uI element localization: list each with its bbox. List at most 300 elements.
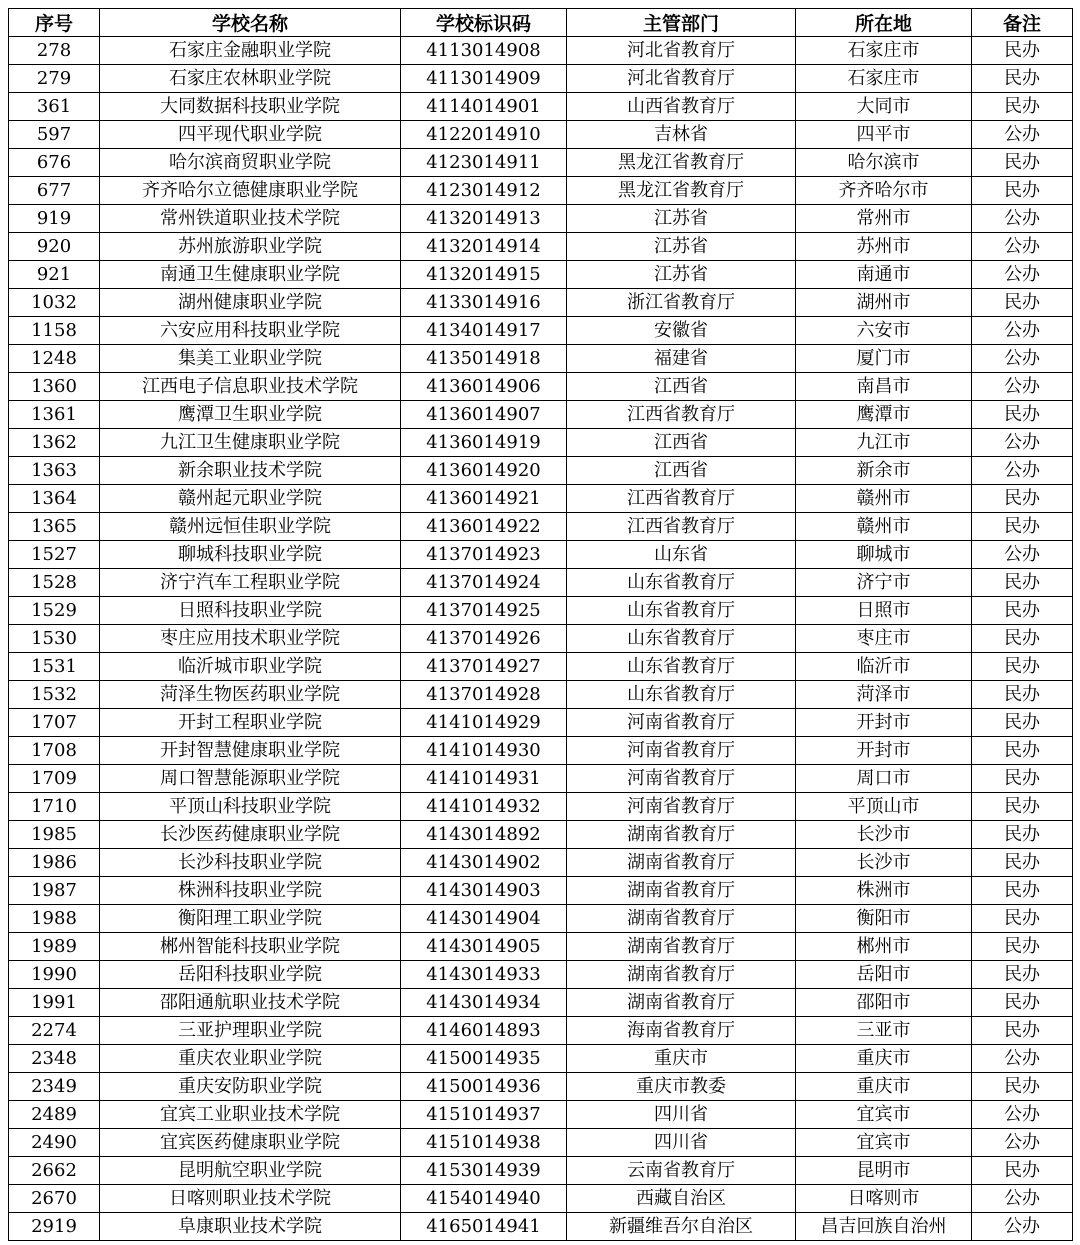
table-row [9,1185,1073,1213]
cell-location: 株洲市 [796,877,972,905]
cell-school-name: 石家庄农林职业学院 [100,65,401,93]
table-row [9,65,1073,93]
header-school-code: 学校标识码 [401,9,567,37]
cell-location: 齐齐哈尔市 [796,177,972,205]
table-row [9,1073,1073,1101]
cell-remark: 民办 [972,709,1073,737]
cell-serial-number: 1158 [9,317,100,345]
cell-remark: 公办 [972,1213,1073,1241]
cell-serial-number: 361 [9,93,100,121]
cell-school-name: 枣庄应用技术职业学院 [100,625,401,653]
cell-department: 江苏省 [567,205,796,233]
cell-remark: 民办 [972,737,1073,765]
cell-school-name: 邵阳通航职业技术学院 [100,989,401,1017]
cell-school-name: 常州铁道职业技术学院 [100,205,401,233]
cell-department: 福建省 [567,345,796,373]
cell-serial-number: 2349 [9,1073,100,1101]
cell-location: 宜宾市 [796,1101,972,1129]
cell-department: 河南省教育厅 [567,765,796,793]
cell-location: 赣州市 [796,485,972,513]
cell-location: 岳阳市 [796,961,972,989]
cell-serial-number: 1361 [9,401,100,429]
cell-location: 常州市 [796,205,972,233]
cell-school-code: 4143014903 [401,877,567,905]
cell-location: 邵阳市 [796,989,972,1017]
cell-serial-number: 1991 [9,989,100,1017]
cell-serial-number: 1532 [9,681,100,709]
cell-school-code: 4153014939 [401,1157,567,1185]
cell-school-code: 4114014901 [401,93,567,121]
cell-school-code: 4141014930 [401,737,567,765]
table-row [9,1213,1073,1241]
table-row [9,37,1073,65]
cell-department: 安徽省 [567,317,796,345]
table-row [9,905,1073,933]
cell-school-name: 周口智慧能源职业学院 [100,765,401,793]
table-row [9,821,1073,849]
cell-school-name: 重庆安防职业学院 [100,1073,401,1101]
cell-location: 昌吉回族自治州 [796,1213,972,1241]
cell-school-name: 哈尔滨商贸职业学院 [100,149,401,177]
table-row [9,877,1073,905]
cell-school-name: 齐齐哈尔立德健康职业学院 [100,177,401,205]
cell-school-name: 开封工程职业学院 [100,709,401,737]
cell-location: 枣庄市 [796,625,972,653]
table-row [9,373,1073,401]
table-row [9,961,1073,989]
cell-school-code: 4132014914 [401,233,567,261]
cell-school-code: 4136014921 [401,485,567,513]
cell-department: 湖南省教育厅 [567,933,796,961]
cell-department: 四川省 [567,1129,796,1157]
cell-location: 四平市 [796,121,972,149]
cell-department: 山东省教育厅 [567,625,796,653]
cell-school-name: 临沂城市职业学院 [100,653,401,681]
cell-department: 西藏自治区 [567,1185,796,1213]
table-row [9,317,1073,345]
cell-remark: 民办 [972,989,1073,1017]
table-row [9,289,1073,317]
cell-location: 大同市 [796,93,972,121]
cell-school-code: 4146014893 [401,1017,567,1045]
cell-department: 湖南省教育厅 [567,905,796,933]
cell-school-code: 4165014941 [401,1213,567,1241]
table-row [9,793,1073,821]
cell-school-code: 4143014904 [401,905,567,933]
cell-serial-number: 2274 [9,1017,100,1045]
cell-location: 重庆市 [796,1073,972,1101]
cell-remark: 民办 [972,793,1073,821]
cell-school-code: 4137014924 [401,569,567,597]
cell-serial-number: 1527 [9,541,100,569]
cell-department: 重庆市教委 [567,1073,796,1101]
cell-remark: 民办 [972,625,1073,653]
cell-location: 周口市 [796,765,972,793]
table-row [9,737,1073,765]
cell-serial-number: 677 [9,177,100,205]
cell-department: 黑龙江省教育厅 [567,149,796,177]
table-row [9,541,1073,569]
cell-department: 新疆维吾尔自治区 [567,1213,796,1241]
cell-location: 平顶山市 [796,793,972,821]
cell-location: 湖州市 [796,289,972,317]
cell-school-code: 4136014906 [401,373,567,401]
cell-school-name: 昆明航空职业学院 [100,1157,401,1185]
cell-remark: 民办 [972,821,1073,849]
cell-remark: 公办 [972,541,1073,569]
cell-serial-number: 1985 [9,821,100,849]
cell-school-name: 鹰潭卫生职业学院 [100,401,401,429]
cell-school-name: 重庆农业职业学院 [100,1045,401,1073]
cell-department: 山东省 [567,541,796,569]
table-header [9,9,1073,37]
cell-serial-number: 1528 [9,569,100,597]
header-location: 所在地 [796,9,972,37]
cell-serial-number: 920 [9,233,100,261]
cell-school-code: 4136014907 [401,401,567,429]
cell-location: 哈尔滨市 [796,149,972,177]
cell-serial-number: 279 [9,65,100,93]
cell-remark: 公办 [972,205,1073,233]
cell-department: 湖南省教育厅 [567,877,796,905]
cell-serial-number: 1032 [9,289,100,317]
cell-school-code: 4113014909 [401,65,567,93]
cell-department: 山东省教育厅 [567,569,796,597]
cell-school-name: 石家庄金融职业学院 [100,37,401,65]
cell-school-code: 4141014929 [401,709,567,737]
cell-serial-number: 1986 [9,849,100,877]
cell-school-code: 4137014928 [401,681,567,709]
cell-school-name: 四平现代职业学院 [100,121,401,149]
cell-serial-number: 2662 [9,1157,100,1185]
cell-school-code: 4150014935 [401,1045,567,1073]
cell-serial-number: 1364 [9,485,100,513]
cell-school-code: 4132014915 [401,261,567,289]
table-row [9,681,1073,709]
cell-remark: 公办 [972,457,1073,485]
cell-school-name: 新余职业技术学院 [100,457,401,485]
cell-serial-number: 1530 [9,625,100,653]
cell-location: 六安市 [796,317,972,345]
cell-school-name: 大同数据科技职业学院 [100,93,401,121]
cell-school-name: 开封智慧健康职业学院 [100,737,401,765]
cell-school-code: 4143014934 [401,989,567,1017]
cell-department: 黑龙江省教育厅 [567,177,796,205]
table-row [9,765,1073,793]
cell-remark: 民办 [972,1017,1073,1045]
cell-location: 三亚市 [796,1017,972,1045]
cell-school-name: 集美工业职业学院 [100,345,401,373]
cell-serial-number: 1988 [9,905,100,933]
table-row [9,233,1073,261]
cell-serial-number: 676 [9,149,100,177]
cell-remark: 民办 [972,401,1073,429]
cell-serial-number: 1531 [9,653,100,681]
table-row [9,653,1073,681]
cell-location: 赣州市 [796,513,972,541]
cell-remark: 民办 [972,653,1073,681]
cell-school-name: 衡阳理工职业学院 [100,905,401,933]
cell-location: 菏泽市 [796,681,972,709]
cell-location: 重庆市 [796,1045,972,1073]
cell-school-code: 4137014925 [401,597,567,625]
cell-department: 云南省教育厅 [567,1157,796,1185]
table-row [9,205,1073,233]
cell-serial-number: 1363 [9,457,100,485]
cell-location: 南通市 [796,261,972,289]
header-department: 主管部门 [567,9,796,37]
cell-remark: 民办 [972,961,1073,989]
table-row [9,177,1073,205]
cell-school-name: 聊城科技职业学院 [100,541,401,569]
cell-remark: 民办 [972,289,1073,317]
cell-remark: 公办 [972,429,1073,457]
cell-school-code: 4123014912 [401,177,567,205]
cell-school-code: 4137014923 [401,541,567,569]
cell-location: 临沂市 [796,653,972,681]
table-row [9,849,1073,877]
cell-serial-number: 1360 [9,373,100,401]
cell-location: 宜宾市 [796,1129,972,1157]
cell-school-code: 4151014938 [401,1129,567,1157]
cell-serial-number: 2670 [9,1185,100,1213]
cell-school-code: 4113014908 [401,37,567,65]
cell-remark: 民办 [972,149,1073,177]
cell-school-name: 六安应用科技职业学院 [100,317,401,345]
cell-remark: 公办 [972,233,1073,261]
cell-location: 长沙市 [796,849,972,877]
cell-school-code: 4132014913 [401,205,567,233]
cell-serial-number: 921 [9,261,100,289]
table-row [9,93,1073,121]
cell-school-code: 4136014922 [401,513,567,541]
cell-serial-number: 1989 [9,933,100,961]
cell-location: 苏州市 [796,233,972,261]
cell-school-name: 三亚护理职业学院 [100,1017,401,1045]
cell-remark: 民办 [972,1073,1073,1101]
cell-serial-number: 2489 [9,1101,100,1129]
table-row [9,709,1073,737]
cell-school-code: 4137014926 [401,625,567,653]
cell-remark: 民办 [972,485,1073,513]
cell-location: 石家庄市 [796,37,972,65]
cell-school-code: 4135014918 [401,345,567,373]
table-row [9,1157,1073,1185]
cell-remark: 公办 [972,317,1073,345]
cell-remark: 民办 [972,37,1073,65]
cell-school-code: 4154014940 [401,1185,567,1213]
cell-remark: 公办 [972,1045,1073,1073]
cell-school-code: 4133014916 [401,289,567,317]
cell-department: 浙江省教育厅 [567,289,796,317]
table-row [9,429,1073,457]
table-row [9,121,1073,149]
cell-school-code: 4136014920 [401,457,567,485]
cell-remark: 民办 [972,765,1073,793]
cell-location: 衡阳市 [796,905,972,933]
cell-department: 山东省教育厅 [567,681,796,709]
table-row [9,597,1073,625]
cell-school-code: 4122014910 [401,121,567,149]
header-row [9,9,1073,37]
cell-school-code: 4134014917 [401,317,567,345]
cell-serial-number: 1709 [9,765,100,793]
cell-department: 湖南省教育厅 [567,989,796,1017]
table-row [9,261,1073,289]
cell-school-name: 平顶山科技职业学院 [100,793,401,821]
cell-remark: 公办 [972,261,1073,289]
cell-location: 昆明市 [796,1157,972,1185]
cell-school-name: 株洲科技职业学院 [100,877,401,905]
cell-school-code: 4136014919 [401,429,567,457]
cell-school-code: 4143014892 [401,821,567,849]
cell-school-code: 4143014933 [401,961,567,989]
cell-remark: 公办 [972,345,1073,373]
cell-location: 聊城市 [796,541,972,569]
cell-remark: 民办 [972,597,1073,625]
table-row [9,485,1073,513]
cell-serial-number: 1365 [9,513,100,541]
cell-remark: 公办 [972,1185,1073,1213]
cell-department: 山东省教育厅 [567,653,796,681]
cell-department: 山西省教育厅 [567,93,796,121]
cell-school-name: 江西电子信息职业技术学院 [100,373,401,401]
cell-remark: 民办 [972,65,1073,93]
table-row [9,1129,1073,1157]
cell-remark: 公办 [972,373,1073,401]
header-remark: 备注 [972,9,1073,37]
cell-serial-number: 2490 [9,1129,100,1157]
cell-school-code: 4151014937 [401,1101,567,1129]
cell-remark: 公办 [972,121,1073,149]
cell-school-code: 4141014931 [401,765,567,793]
cell-school-name: 菏泽生物医药职业学院 [100,681,401,709]
table-row [9,989,1073,1017]
cell-department: 河南省教育厅 [567,793,796,821]
cell-serial-number: 1707 [9,709,100,737]
cell-remark: 民办 [972,93,1073,121]
table-row [9,625,1073,653]
cell-school-name: 湖州健康职业学院 [100,289,401,317]
cell-remark: 民办 [972,177,1073,205]
cell-serial-number: 1710 [9,793,100,821]
cell-serial-number: 1362 [9,429,100,457]
cell-serial-number: 919 [9,205,100,233]
cell-department: 江西省 [567,373,796,401]
cell-location: 济宁市 [796,569,972,597]
cell-department: 江西省 [567,457,796,485]
cell-department: 湖南省教育厅 [567,961,796,989]
cell-serial-number: 278 [9,37,100,65]
cell-location: 开封市 [796,737,972,765]
cell-department: 湖南省教育厅 [567,849,796,877]
cell-department: 江西省教育厅 [567,401,796,429]
cell-school-name: 宜宾工业职业技术学院 [100,1101,401,1129]
cell-department: 山东省教育厅 [567,597,796,625]
table-row [9,1017,1073,1045]
cell-remark: 民办 [972,933,1073,961]
cell-department: 江西省 [567,429,796,457]
table-body [9,37,1073,1241]
cell-serial-number: 2919 [9,1213,100,1241]
cell-location: 厦门市 [796,345,972,373]
cell-department: 四川省 [567,1101,796,1129]
cell-location: 南昌市 [796,373,972,401]
cell-department: 湖南省教育厅 [567,821,796,849]
cell-remark: 民办 [972,1157,1073,1185]
cell-school-code: 4150014936 [401,1073,567,1101]
cell-serial-number: 1529 [9,597,100,625]
cell-location: 新余市 [796,457,972,485]
cell-school-code: 4143014905 [401,933,567,961]
cell-department: 河北省教育厅 [567,65,796,93]
cell-department: 江西省教育厅 [567,513,796,541]
cell-department: 江苏省 [567,261,796,289]
cell-serial-number: 1248 [9,345,100,373]
cell-serial-number: 1708 [9,737,100,765]
cell-department: 江苏省 [567,233,796,261]
cell-department: 河北省教育厅 [567,37,796,65]
cell-location: 鹰潭市 [796,401,972,429]
cell-remark: 民办 [972,513,1073,541]
cell-school-code: 4143014902 [401,849,567,877]
table-row [9,401,1073,429]
cell-remark: 公办 [972,1101,1073,1129]
header-school-name: 学校名称 [100,9,401,37]
cell-school-name: 济宁汽车工程职业学院 [100,569,401,597]
cell-remark: 公办 [972,1129,1073,1157]
cell-school-code: 4137014927 [401,653,567,681]
cell-school-code: 4123014911 [401,149,567,177]
cell-location: 石家庄市 [796,65,972,93]
cell-department: 重庆市 [567,1045,796,1073]
cell-school-name: 阜康职业技术学院 [100,1213,401,1241]
cell-department: 河南省教育厅 [567,709,796,737]
cell-location: 九江市 [796,429,972,457]
cell-school-name: 长沙医药健康职业学院 [100,821,401,849]
table-row [9,149,1073,177]
school-list-table [8,8,1073,1241]
cell-location: 郴州市 [796,933,972,961]
cell-serial-number: 2348 [9,1045,100,1073]
cell-school-name: 南通卫生健康职业学院 [100,261,401,289]
header-serial-number: 序号 [9,9,100,37]
cell-remark: 民办 [972,905,1073,933]
cell-location: 日喀则市 [796,1185,972,1213]
cell-school-name: 九江卫生健康职业学院 [100,429,401,457]
cell-location: 日照市 [796,597,972,625]
table-row [9,1101,1073,1129]
cell-department: 河南省教育厅 [567,737,796,765]
table-row [9,457,1073,485]
cell-remark: 民办 [972,877,1073,905]
table-row [9,569,1073,597]
cell-school-name: 赣州远恒佳职业学院 [100,513,401,541]
cell-school-name: 宜宾医药健康职业学院 [100,1129,401,1157]
cell-remark: 民办 [972,681,1073,709]
cell-serial-number: 1990 [9,961,100,989]
cell-serial-number: 1987 [9,877,100,905]
cell-remark: 民办 [972,849,1073,877]
cell-school-name: 岳阳科技职业学院 [100,961,401,989]
cell-school-code: 4141014932 [401,793,567,821]
cell-department: 海南省教育厅 [567,1017,796,1045]
table-row [9,933,1073,961]
table-row [9,1045,1073,1073]
cell-school-name: 郴州智能科技职业学院 [100,933,401,961]
cell-school-name: 赣州起元职业学院 [100,485,401,513]
cell-location: 开封市 [796,709,972,737]
